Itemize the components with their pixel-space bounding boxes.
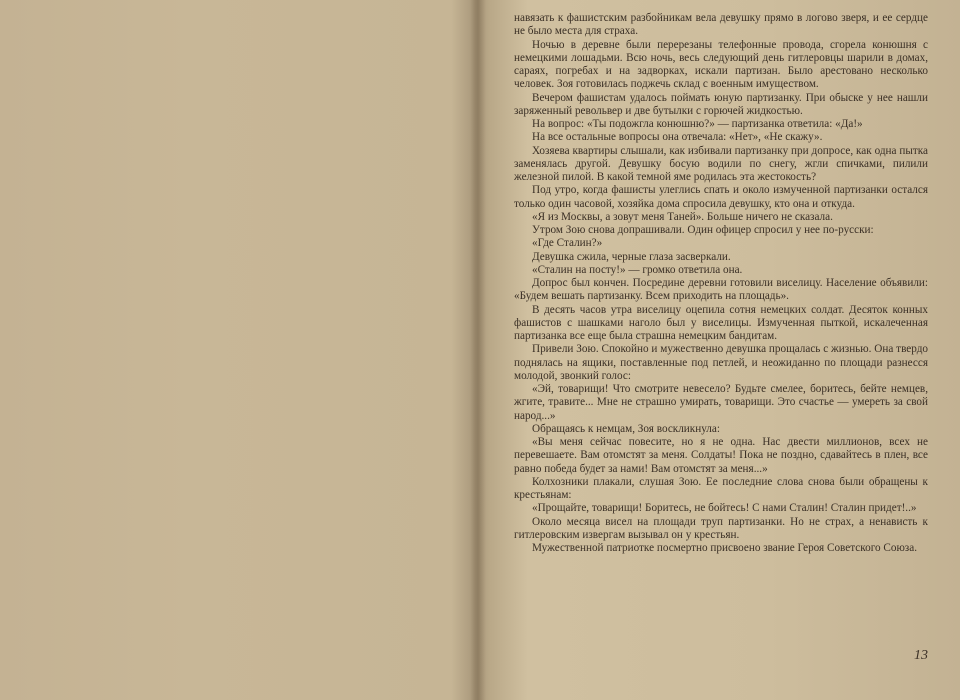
paragraph: Обращаясь к немцам, Зоя воскликнула: xyxy=(532,422,720,435)
paragraph: «Я из Москвы, а зовут меня Таней». Больше ничего не сказала. xyxy=(532,210,833,223)
paragraph: «Эй, товарищи! Что смотрите невесело? Будьте смелее, боритесь, бейте немцев, жгите, травите... Мне не страшно умирать, товарищи. Это счастье — умереть за свой народ...» xyxy=(514,383,928,422)
page-text xyxy=(514,12,928,555)
paragraph: Вечером фашистам удалось поймать юную партизанку. При обыске у нее нашли заряженный револьвер и две бутылки с горючей жидкостью. xyxy=(514,91,928,117)
paragraph: «Где Сталин?» xyxy=(532,237,603,250)
paragraph: навязать к фашистским разбойникам вела девушку прямо в логово зверя, и ее сердце не было места для страха. xyxy=(514,12,928,38)
paragraph: Ночью в деревне были перерезаны телефонные провода, сгорела конюшня с немецкими лошадьми. Всю ночь, весь следующий день гитлеровцы шарили в домах, сараях, погребах и на задворках, искали партизан. Было арестовано несколько человек. Зоя готовилась поджечь склад с военным имуществом. xyxy=(514,38,928,91)
paragraph: В десять часов утра виселицу оцепила сотня немецких солдат. Десяток конных фашистов с шашками наголо был у виселицы. Измученная пыткой, искалеченная партизанка все еще была страшна немецким бандитам. xyxy=(514,303,928,342)
paragraph: Допрос был кончен. Посредине деревни готовили виселицу. Население объявили: «Будем вешать партизанку. Всем приходить на площадь». xyxy=(514,277,928,303)
left-page-blank xyxy=(0,0,478,700)
paragraph: Мужественной патриотке посмертно присвоено звание Героя Советского Союза. xyxy=(532,542,917,554)
paragraph: «Сталин на посту!» — громко ответила она. xyxy=(532,263,743,276)
paragraph: Утром Зою снова допрашивали. Один офицер спросил у нее по-русски: xyxy=(532,224,874,236)
paragraph: «Вы меня сейчас повесите, но я не одна. Нас двести миллионов, всех не перевешаете. Вам отомстят за меня. Солдаты! Пока не поздно, сдавайтесь в плен, все равно победа будет за нами! Вам отомстят за меня...» xyxy=(514,436,928,475)
paragraph: На вопрос: «Ты подожгла конюшню?» — партизанка ответила: «Да!» xyxy=(532,118,863,130)
page-number: 13 xyxy=(914,648,928,663)
paragraph: «Прощайте, товарищи! Боритесь, не бойтесь! С нами Сталин! Сталин придет!..» xyxy=(532,502,917,515)
paragraph: На все остальные вопросы она отвечала: «Нет», «Не скажу». xyxy=(532,131,823,144)
paragraph: Около месяца висел на площади труп партизанки. Но не страх, а ненависть к гитлеровским извергам вызывал он у крестьян. xyxy=(514,515,928,541)
right-page xyxy=(478,0,960,700)
paragraph: Привели Зою. Спокойно и мужественно девушка прощалась с жизнью. Она твердо поднялась на ящики, поставленные под петлей, и неожиданно по площади разнесся молодой, звонкий голос: xyxy=(514,343,928,382)
paragraph: Девушка сжила, черные глаза засверкали. xyxy=(532,250,731,263)
paragraph: Хозяева квартиры слышали, как избивали партизанку при допросе, как одна пытка заменялась другой. Девушку босую водили по снегу, жгли спичками, пилили железной пилой. В какой темной яме родилась эта жестокость? xyxy=(514,144,928,183)
paragraph: Под утро, когда фашисты улеглись спать и около измученной партизанки остался только один часовой, хозяйка дома спросила девушку, кто она и откуда. xyxy=(514,184,928,210)
paragraph: Колхозники плакали, слушая Зою. Ее последние слова снова были обращены к крестьянам: xyxy=(514,475,928,501)
